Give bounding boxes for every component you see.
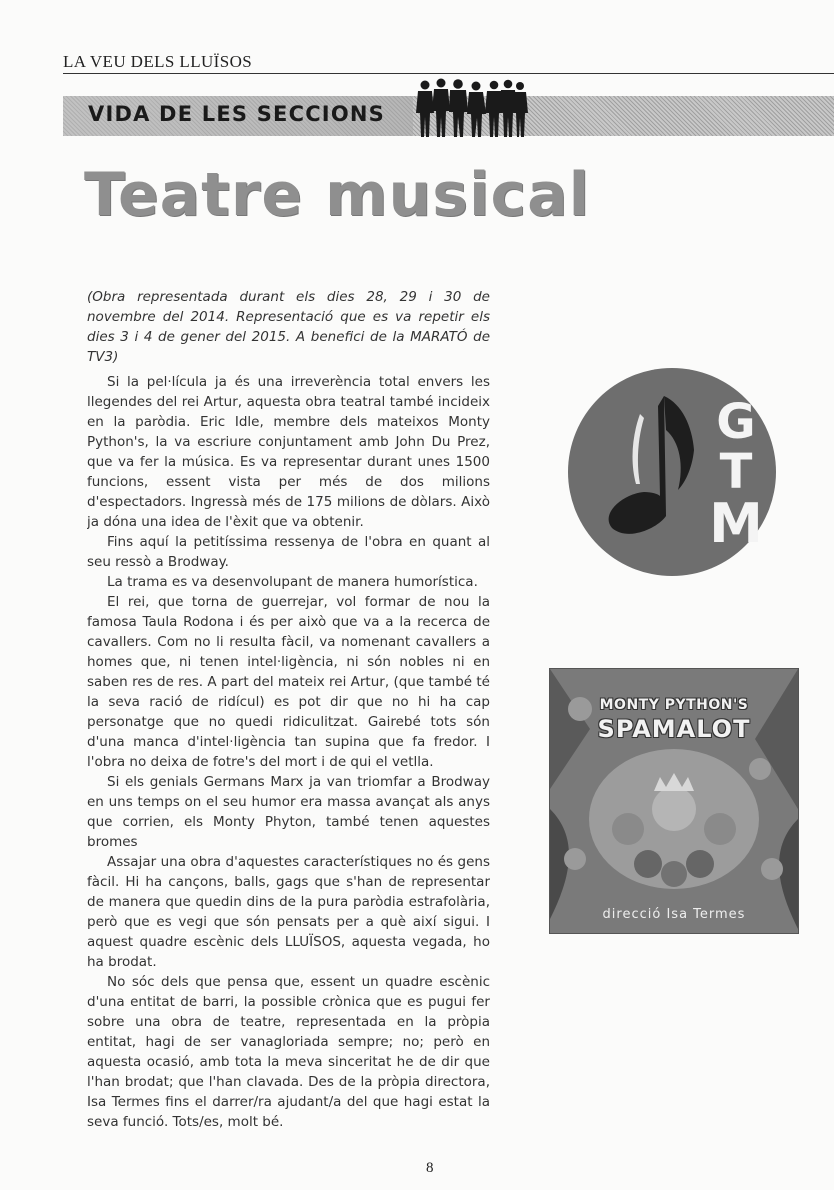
masthead-rule [63,73,834,74]
gtm-logo [566,366,778,578]
article-body [87,372,490,1132]
body-paragraph: No sóc dels que pensa que, essent un quadre escènic d'una entitat de barri, la possible crònica que es pugui fer sobre una obra de teatre, representada en la pròpia entitat, hagi de ser vanagloriada sempre; no; però en aquesta ocasió, amb tota la meva sinceritat he de dir que l'han brodat; que l'han clavada. Des de la pròpia directora, Isa Termes fins el darrer/ra ajudant/a del que hagi estat la seva funció. Tots/es, molt bé. [87,974,490,1130]
body-paragraph: Fins aquí la petitíssima ressenya de l'obra en quant al seu ressò a Brodway. [87,534,490,570]
body-paragraph: El rei, que torna de guerrejar, vol formar de nou la famosa Taula Rodona i és per això que va a la recerca de cavallers. Com no li resulta fàcil, va nomenant cavallers a homes que, ni tenen intel·ligència, ni són nobles ni en saben res de res. A part del mateix rei Artur, (que també té la seva ració de ridícul) es pot dir que no hi ha cap personatge que no quedi ridiculitzat. Gairebé tots són d'una manca d'intel·ligència tan supina que fa fredor. I l'obra no deixa de fotre's del mort i de qui el vetlla. [87,594,490,770]
poster-credit: direcció Isa Termes [602,907,746,922]
article-title: Teatre musical [84,160,591,230]
masthead: LA VEU DELS LLUÏSOS [63,52,253,71]
poster-title-line1: MONTY PYTHON'S [599,697,749,713]
people-silhouettes-icon [413,78,529,138]
body-paragraph: Assajar una obra d'aquestes característiques no és gens fàcil. Hi ha cançons, balls, gags que s'han de representar de manera que quedin dins de la pura paròdia estrafolària, però que es vegi que són pensats per a què així sigui. I aquest quadre escènic dels LLUÏSOS, aquesta vegada, ho ha brodat. [87,854,490,970]
logo-letter-m: M [709,492,763,555]
body-paragraph: Si els genials Germans Marx ja van triomfar a Brodway en uns temps on el seu humor era massa avançat als anys que corrien, els Monty Phyton, també tenen aquestes bromes [87,774,490,850]
page-number: 8 [426,1160,434,1176]
section-title: VIDA DE LES SECCIONS [88,102,385,126]
spamalot-poster [549,668,799,934]
body-paragraph: La trama es va desenvolupant de manera humorística. [107,574,478,590]
logo-letter-t: T [719,444,753,500]
poster-title-line2: SPAMALOT [597,715,751,743]
logo-letter-g: G [716,394,756,450]
article-intro: (Obra representada durant els dies 28, 29 i 30 de novembre del 2014. Representació que es va repetir els dies 3 i 4 de gener del 2015. A benefici de la MARATÓ de TV3) [87,289,490,365]
body-paragraph: Si la pel·lícula ja és una irreverència total envers les llegendes del rei Artur, aquesta obra teatral també incideix en la paròdia. Eric Idle, membre dels mateixos Monty Python's, la va escriure conjuntament amb John Du Prez, que va fer la música. Es va representar durant unes 1500 funcions, essent vista per més de dos milions d'espectadors. Ingressà més de 175 milions de dòlars. Això ja dóna una idea de l'èxit que va obtenir. [87,374,490,530]
